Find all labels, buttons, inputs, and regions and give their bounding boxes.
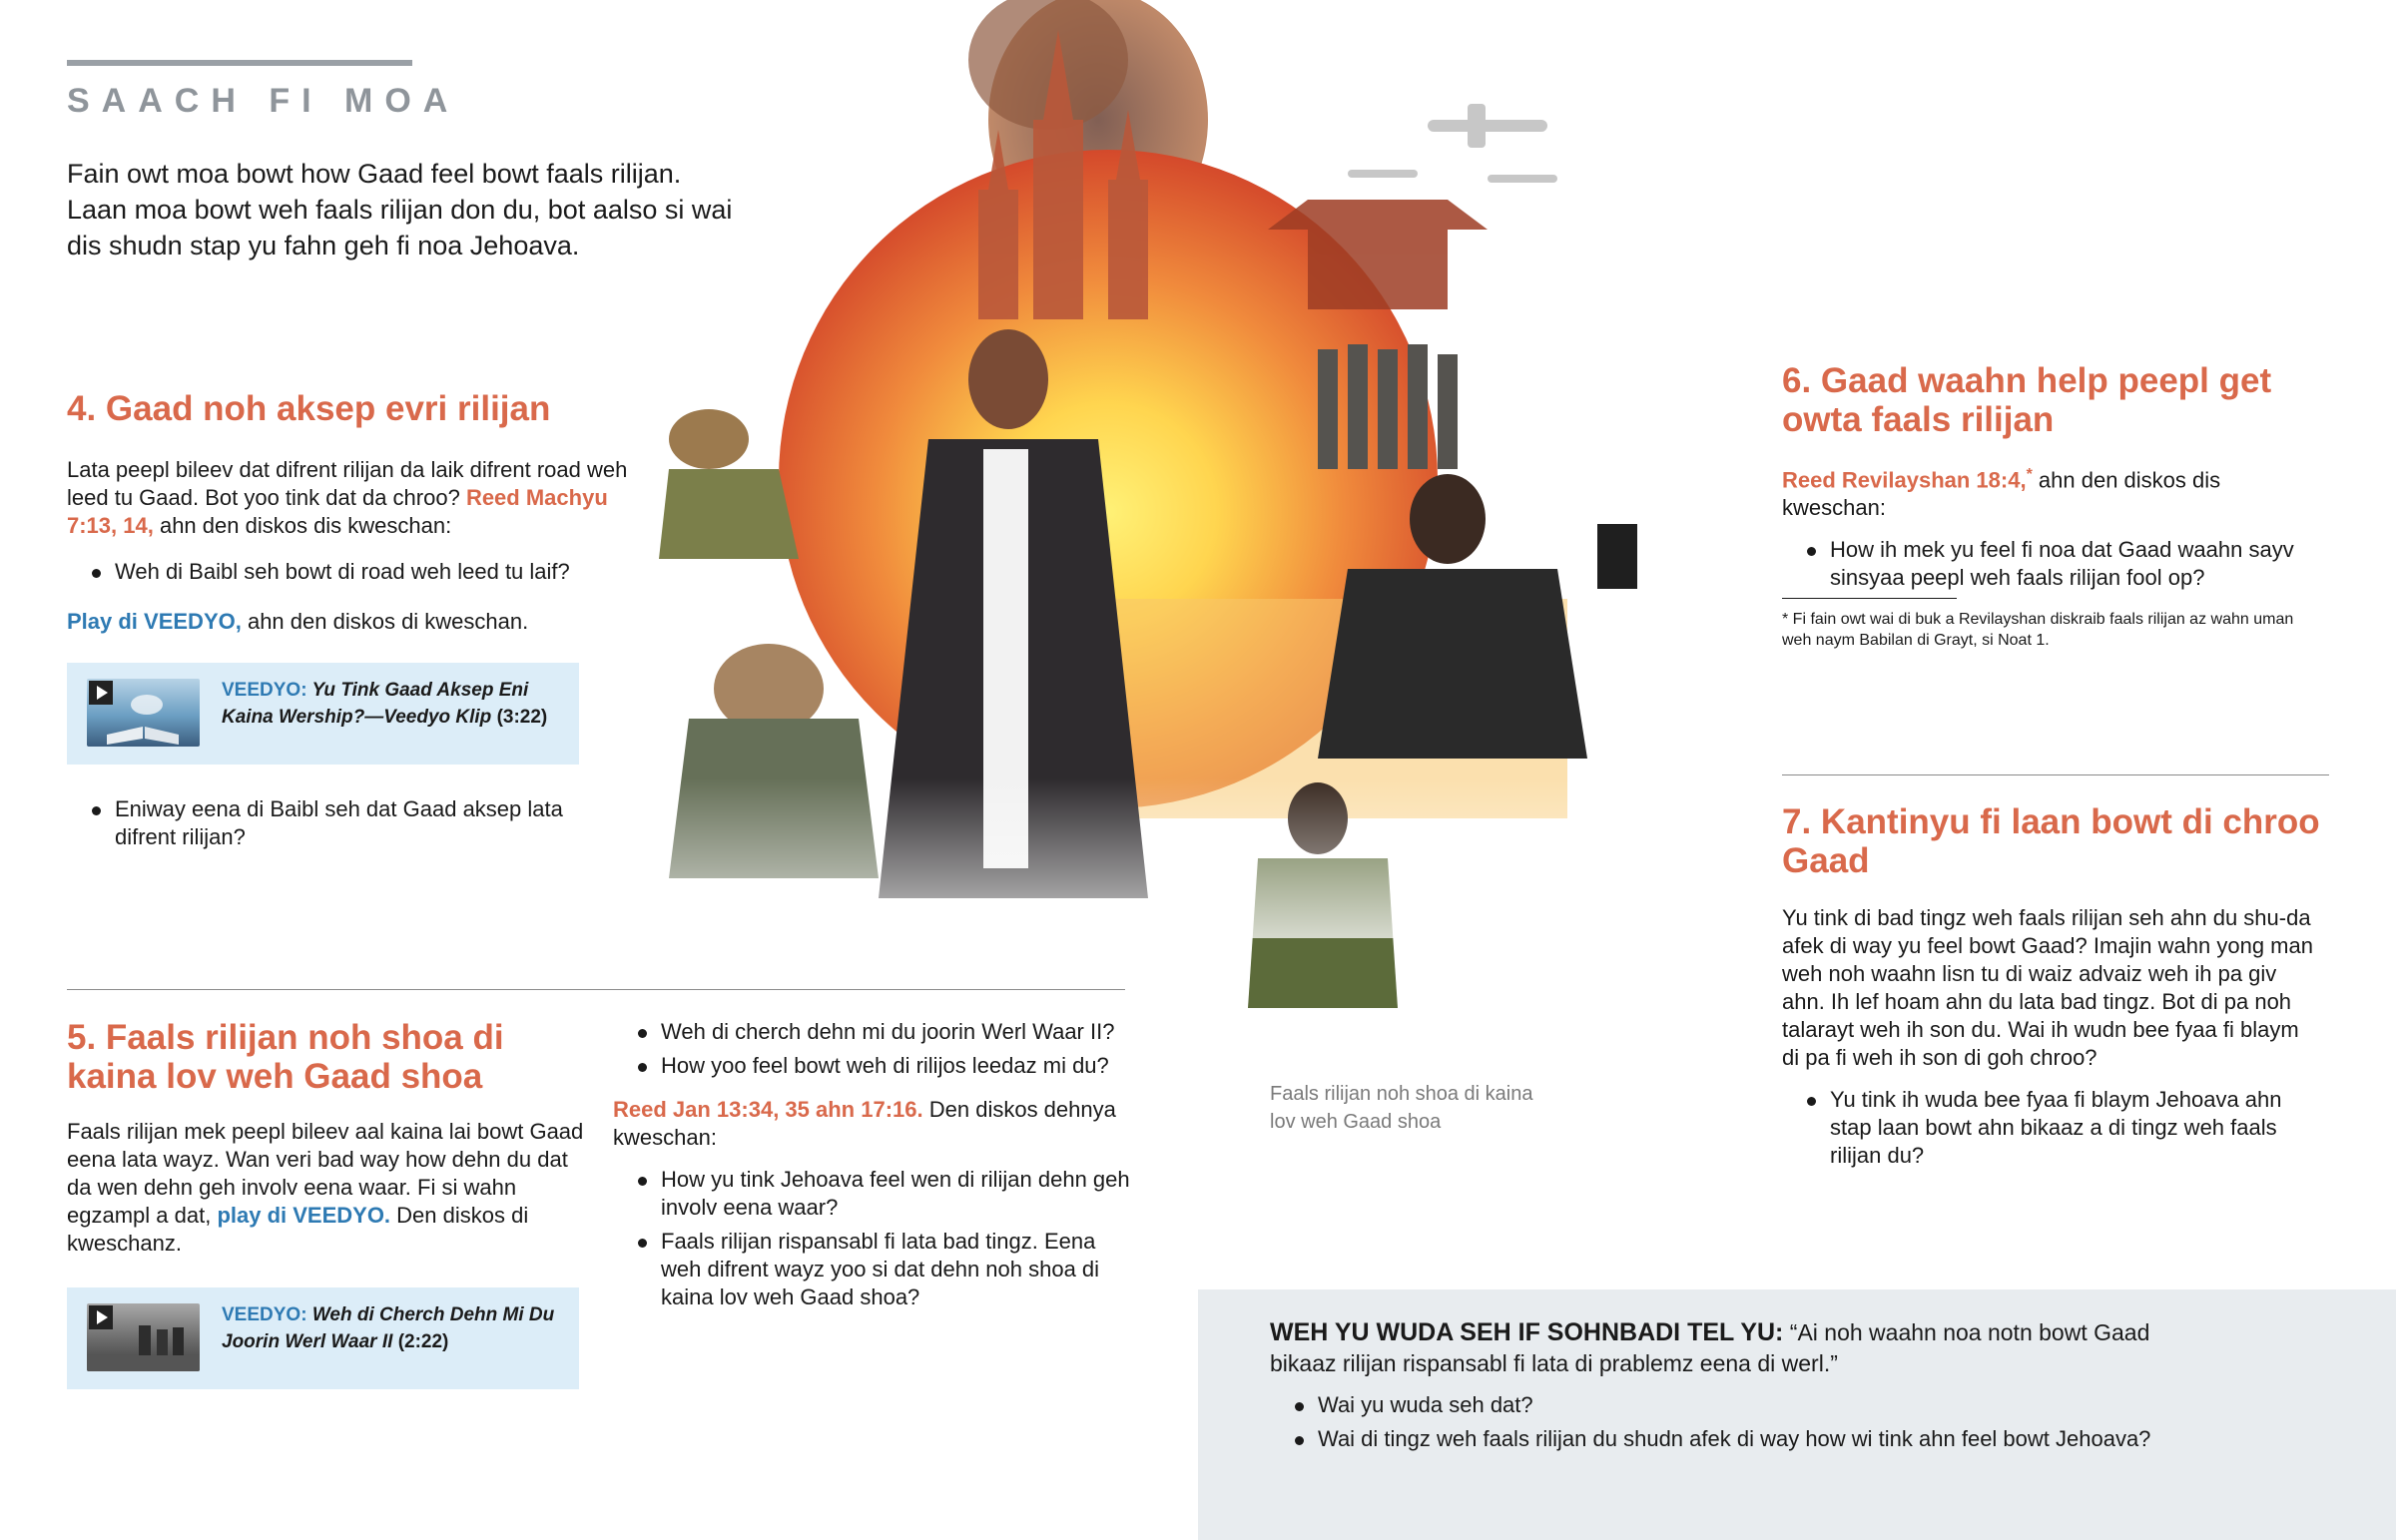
list-item: Yu tink ih wuda bee fyaa fi blaym Jehoava ahn stap laan bowt ahn bikaaz a di tingz weh faals rilijan du? (1782, 1086, 2326, 1170)
section-7-title: 7. Kantinyu fi laan bowt di chroo Gaad (1782, 802, 2320, 880)
section-6-questions (1782, 536, 2326, 592)
list-item: Faals rilijan rispansabl fi lata bad tingz. Eena weh difrent wayz yoo si dat dehn noh shoa di kaina lov weh Gaad shoa? (613, 1228, 1132, 1311)
section-6-reed-instruction: Reed Revilayshan 18:4,* ahn den diskos dis kweschan: (1782, 466, 2221, 521)
section-7-paragraph: Yu tink di bad tingz weh faals rilijan seh ahn du shu-da afek di way yu feel bowt Gaad? Imajin wahn yong man weh noh waahn lisn tu di waiz advaiz weh ih pa giv ahn. Ih lef hoam ahn du lata bad tingz. Bot di pa noh talarayt weh ih son du. Wai ih wudn bee fyaa fi blaym di pa fi weh ih son di goh chroo? (1782, 905, 2313, 1070)
video-thumbnail[interactable] (87, 679, 200, 747)
section-5-title: 5. Faals rilijan noh shoa di kaina lov weh Gaad shoa (67, 1018, 504, 1096)
play-video-link[interactable]: play di VEEDYO. (217, 1203, 391, 1228)
illustration-caption: Faals rilijan noh shoa di kaina lov weh Gaad shoa (1270, 1083, 1533, 1133)
section-4-questions (67, 558, 636, 586)
panel-questions (1270, 1391, 2188, 1453)
section-eyebrow: SAACH FI MOA (67, 82, 460, 120)
section-5-questions-b (613, 1166, 1132, 1311)
false-religion-illustration (629, 0, 1747, 1068)
panel-lead: WEH YU WUDA SEH IF SOHNBADI TEL YU: (1270, 1318, 1784, 1346)
list-item: Wai yu wuda seh dat? (1270, 1391, 2188, 1419)
section-5-reed-instruction: Reed Jan 13:34, 35 ahn 17:16. Den diskos dehnya kweschan: (613, 1097, 1116, 1150)
section-4-title: 4. Gaad noh aksep evri rilijan (67, 389, 551, 428)
list-item: How yu tink Jehoava feel wen di rilijan dehn geh involv eena waar? (613, 1166, 1132, 1222)
header-rule (67, 60, 412, 66)
section-7-questions (1782, 1086, 2326, 1170)
panel-prompt (1270, 1317, 2188, 1379)
section-7 (1782, 802, 2326, 1176)
intro-paragraph: Fain owt moa bowt how Gaad feel bowt faals rilijan. Laan moa bowt weh faals rilijan don du, bot aalso si wai dis shudn stap yu fahn geh fi noa Jehoava. (67, 159, 733, 260)
section-5 (67, 1018, 586, 1258)
video-card-4[interactable] (67, 663, 579, 765)
list-item: How yoo feel bowt weh di rilijos leedaz mi du? (613, 1052, 1132, 1080)
list-item: Weh di cherch dehn mi du joorin Werl Waar II? (613, 1018, 1132, 1046)
list-item: Eniway eena di Baibl seh dat Gaad aksep lata difrent rilijan? (67, 795, 606, 851)
section-4-paragraph: Lata peepl bileev dat difrent rilijan da laik difrent road weh leed tu Gaad. Bot yoo tink dat da chroo? Reed Machyu 7:13, 14, ahn den diskos dis kweschan: (67, 457, 628, 538)
footnote-marker[interactable]: * (2026, 466, 2033, 483)
list-item: Wai di tingz weh faals rilijan du shudn afek di way how wi tink ahn feel bowt Jehoava? (1270, 1425, 2188, 1453)
section-6-title: 6. Gaad waahn help peepl get owta faals rilijan (1782, 361, 2272, 439)
discussion-panel (1198, 1289, 2396, 1540)
video-title-5[interactable]: VEEDYO: Weh di Cherch Dehn Mi Du Joorin Werl Waar II (2:22) (222, 1304, 555, 1352)
section-4-play-instruction: Play di VEEDYO, ahn den diskos di kweschan. (67, 609, 529, 634)
section-6-footnote: * Fi fain owt wai di buk a Revilayshan diskraib faals rilijan az wahn uman weh naym Babilan di Grayt, si Noat 1. (1782, 611, 2294, 650)
section-5-paragraph: Faals rilijan mek peepl bileev aal kaina lai bowt Gaad eena lata wayz. Wan veri bad way how dehn du dat da wen dehn geh involv eena waar. Fi si wahn egzampl a dat, play di VEEDYO. Den diskos di kweschanz. (67, 1119, 584, 1256)
video-title-4[interactable]: VEEDYO: Yu Tink Gaad Aksep Eni Kaina Wership?—Veedyo Klip (3:22) (222, 680, 548, 728)
footnote-rule (1782, 598, 1957, 599)
section-4-questions-2 (67, 795, 606, 857)
play-icon[interactable] (89, 1305, 113, 1329)
play-icon[interactable] (89, 681, 113, 705)
illustration (629, 0, 1747, 1068)
list-item: Weh di Baibl seh bowt di road weh leed tu laif? (67, 558, 636, 586)
panel-content (1270, 1317, 2188, 1459)
divider (1782, 774, 2329, 775)
scripture-link-revilayshan[interactable]: Reed Revilayshan 18:4, (1782, 467, 2027, 493)
video-thumbnail[interactable] (87, 1303, 200, 1371)
video-card-5[interactable] (67, 1287, 579, 1389)
section-6 (1782, 361, 2326, 651)
section-4 (67, 389, 636, 636)
scripture-link-machyu[interactable]: Reed Machyu 7:13, 14, (67, 485, 608, 538)
panel-quote: “Ai noh waahn noa notn bowt Gaad bikaaz rilijan rispansabl fi lata di prablemz eena di werl.” (1270, 1319, 2150, 1376)
list-item: How ih mek yu feel fi noa dat Gaad waahn sayv sinsyaa peepl weh faals rilijan fool op? (1782, 536, 2326, 592)
scripture-link-jan[interactable]: Reed Jan 13:34, 35 ahn 17:16. (613, 1097, 923, 1122)
play-video-link[interactable]: Play di VEEDYO, (67, 609, 242, 634)
airplane-icon (1348, 104, 1557, 183)
